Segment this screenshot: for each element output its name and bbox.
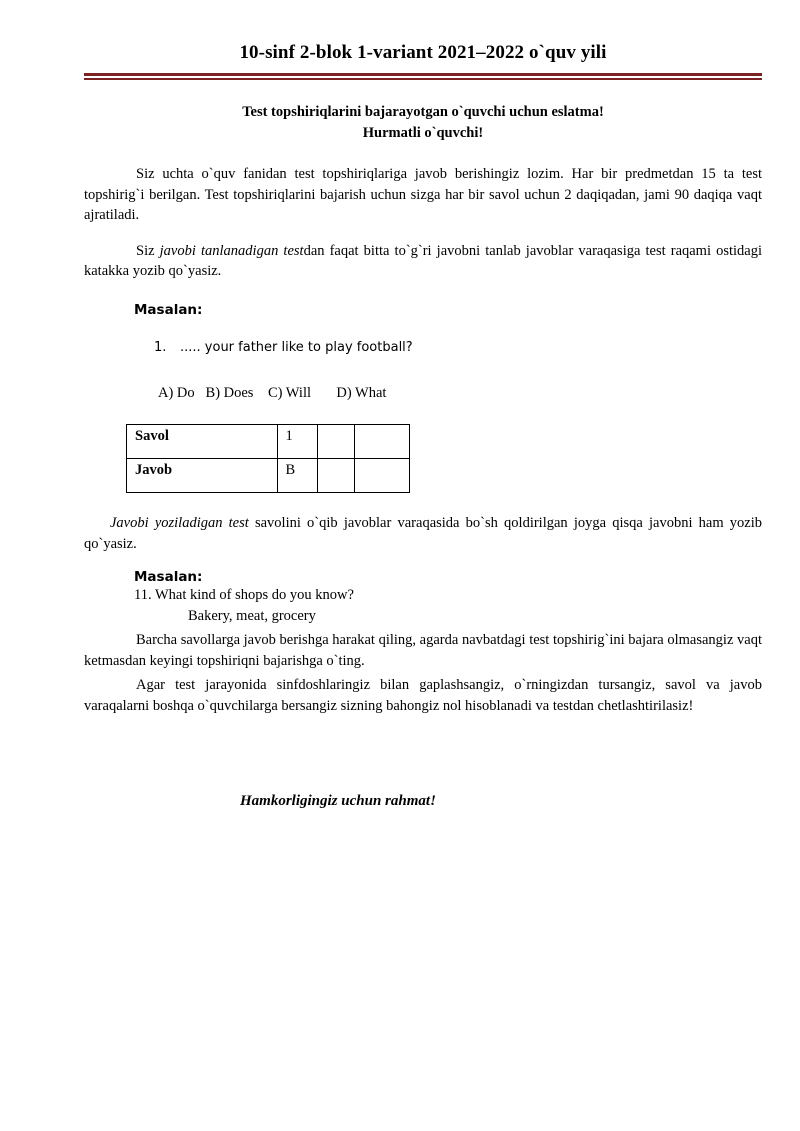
savol-cell-3[interactable] — [354, 424, 409, 458]
selectable-test-suffix: dan faqat bitta to`g`ri javobni tanlab javoblar varaqasiga test raqami ostidagi katakka yozib qo`yasiz. — [84, 242, 763, 280]
attempt-all-paragraph: Barcha savollarga javob berishga harakat qiling, agarda navbatdagi test topshirig`ini bajara olmasangiz vaqt ketmasdan keyingi topshiriqni bajarishga o`ting. — [84, 632, 762, 669]
thanks-message: Hamkorligingiz uchun rahmat! — [240, 792, 436, 809]
savol-cell-2[interactable] — [317, 424, 354, 458]
answer-table — [126, 424, 410, 493]
selectable-test-prefix: Siz — [136, 242, 160, 259]
example-one-heading: Masalan: — [134, 301, 203, 318]
written-test-suffix: savolini o`qib javoblar varaqasida bo`sh qoldirilgan joyga qisqa javobni ham yozib qo`yasiz. — [84, 514, 762, 552]
intro-paragraph: Siz uchta o`quv fanidan test topshiriqlariga javob berishingiz lozim. Har bir predmetdan 15 ta test topshirig`i berilgan. Test topshiriqlarini bajarish uchun sizga har bir savol uchun 2 daqiqadan, jami 90 daqiqa vaqt ajratiladi. — [84, 166, 762, 224]
question-text: ..... your father like to play football? — [180, 339, 413, 355]
row-label-savol: Savol — [127, 424, 278, 458]
answer-table-container — [126, 424, 762, 493]
row-label-javob: Javob — [127, 458, 278, 492]
example-two-answer: Bakery, meat, grocery — [188, 607, 316, 624]
document-content — [84, 0, 762, 810]
javob-cell-3[interactable] — [354, 458, 409, 492]
notice-line-2: Hurmatli o`quvchi! — [362, 125, 484, 142]
selectable-test-term: javobi tanlanadigan test — [159, 242, 304, 259]
table-row — [127, 458, 410, 492]
example-two-heading: Masalan: — [134, 569, 203, 586]
notice-block — [84, 102, 762, 144]
example-one-question — [154, 340, 762, 355]
javob-cell-2[interactable] — [317, 458, 354, 492]
javob-cell-1[interactable]: B — [277, 458, 317, 492]
notice-line-1: Test topshiriqlarini bajarayotgan o`quvchi uchun eslatma! — [242, 104, 604, 120]
answer-options: A) Do B) Does C) Will D) What — [158, 384, 387, 401]
savol-cell-1[interactable]: 1 — [277, 424, 317, 458]
question-number: 1. — [154, 339, 167, 355]
table-row — [127, 424, 410, 458]
page-title: 10-sinf 2-blok 1-variant 2021–2022 o`quv yili — [239, 42, 607, 63]
warning-paragraph: Agar test jarayonida sinfdoshlaringiz bilan gaplashsangiz, o`rningizdan tursangiz, savol va javob varaqalarni boshqa o`quvchilarga bersangiz sizning bahongiz nol hisoblanadi va testdan chetlashtirilasiz! — [84, 677, 762, 714]
written-test-term: Javobi yoziladigan test — [110, 514, 249, 531]
example-two-question: 11. What kind of shops do you know? — [134, 587, 354, 604]
selectable-test-paragraph — [84, 241, 762, 282]
title-divider — [84, 73, 762, 80]
written-test-paragraph — [84, 513, 762, 554]
